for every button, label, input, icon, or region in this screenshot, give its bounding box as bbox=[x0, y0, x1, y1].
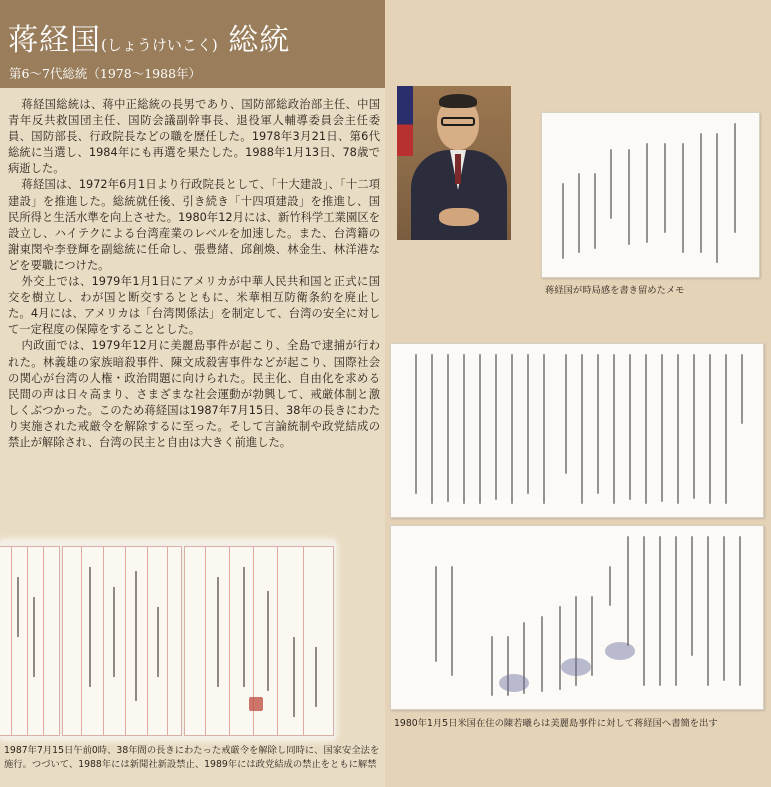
title-office: 総統 bbox=[228, 23, 291, 58]
memo-caption: 蒋経国が時局感を書き留めたメモ bbox=[545, 285, 685, 296]
handwritten-memo bbox=[541, 112, 760, 278]
paragraph-career: 蒋経国総統は、蒋中正総統の長男であり、国防部総政治部主任、中国青年反共救国団主任、国防会議副幹事長、退役軍人輔導委員会主任委員、国防部長、行政院長などの職を歴任した。1978年3月21日、第6代総統に当選し、1984年にも再選を果たした。1988年1月13日、78歳で病逝した。 bbox=[8, 98, 380, 176]
glasses bbox=[441, 117, 475, 126]
flag bbox=[397, 86, 413, 156]
paragraph-domestic: 内政面では、1979年12月に美麗島事件が起こり、全島で逮捕が行われた。林義雄の家族暗殺事件、陳文成殺害事件などが起こり、国際社会の関心が台湾の人権・政治問題に向けられた。民主化、自由化を求める民間の声は日々高まり、さまざまな社会運動が勃興して、戒厳体制と激しくぶつかった。このため蒋経国は1987年7月15日、38年の長きにわたり実施された戒厳令を解除するに至った。そして言論統制や政党結成の禁止が解除され、台湾の民主と自由は大きく前進した。 bbox=[8, 339, 380, 449]
tie bbox=[455, 154, 461, 184]
paragraph-diplomacy: 外交上では、1979年1月1日にアメリカが中華人民共和国と正式に国交を樹立し、わが国と断交するとともに、米華相互防衛条約を廃止した。4月には、アメリカは「台湾関係法」を制定して、台湾の安全に対して一定程度の保障をすることとした。 bbox=[8, 275, 380, 337]
decree-page bbox=[0, 546, 60, 736]
hands bbox=[439, 208, 479, 226]
hair bbox=[439, 94, 477, 108]
decree-page bbox=[184, 546, 334, 736]
martial-law-decree-photo bbox=[0, 540, 336, 740]
biography-text bbox=[8, 97, 380, 451]
decree-caption: 1987年7月15日午前0時、38年間の長きにわたった戒厳令を解除し同時に、国家安全法を施行。つづいて、1988年には新聞社新設禁止、1989年には政党結成の禁止をともに解禁 bbox=[4, 745, 380, 770]
title-name: 蒋経国 bbox=[8, 23, 101, 58]
paragraph-construction: 蒋経国は、1972年6月1日より行政院長として、「十大建設」、「十二項建設」を推進した。総統就任後、引き続き「十四項建設」を推進し、国民所得と生活水準を向上させた。1980年12月には、新竹科学工業園区を設立し、ハイテクによる台湾産業のレベルを加速した。また、台湾籍の謝東閔や李登輝を副総統に任命し、張豊緒、邱創煥、林金生、林洋港などを要職につけた。 bbox=[8, 178, 380, 272]
decree-page bbox=[62, 546, 182, 736]
page-title bbox=[8, 22, 290, 64]
portrait-photo bbox=[397, 86, 511, 240]
title-reading: (しょうけいこく) bbox=[101, 36, 218, 54]
header-band bbox=[0, 0, 385, 88]
handwritten-letter bbox=[390, 343, 764, 518]
letter-caption: 1980年1月5日米国在住の陳若曦らは美麗島事件に対して蒋経国へ書簡を出す bbox=[394, 718, 718, 729]
handwritten-letter-signatures bbox=[390, 525, 764, 710]
page-subtitle: 第6～7代総統（1978～1988年） bbox=[9, 66, 202, 81]
